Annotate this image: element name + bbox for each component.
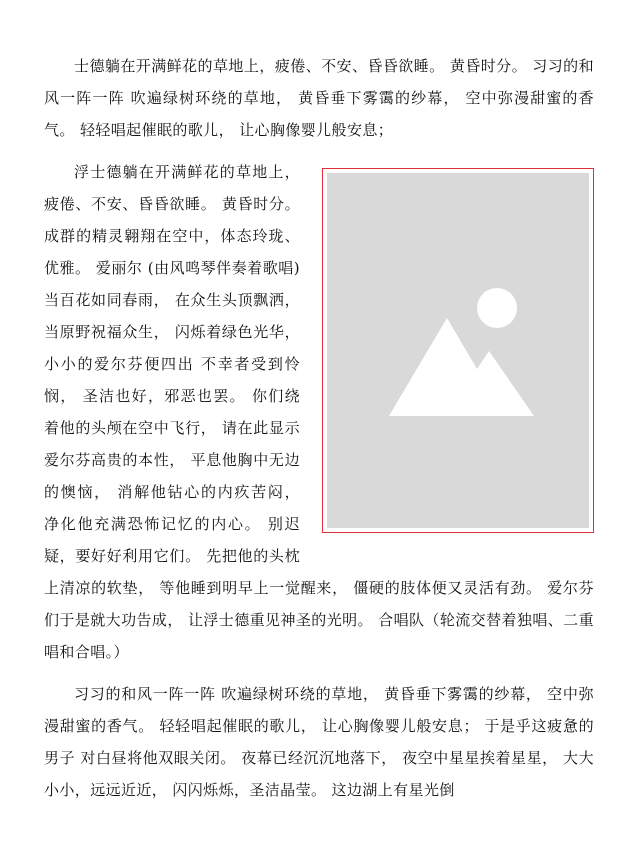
- image-placeholder-icon: [327, 173, 589, 528]
- image-placeholder: [327, 173, 589, 528]
- figure-frame: [322, 168, 594, 533]
- paragraph-1: 士德躺在开满鲜花的草地上，疲倦、不安、昏昏欲睡。 黄昏时分。 习习的和风一阵一阵 吹遍绿树环绕的草地， 黄昏垂下雾霭的纱幕， 空中弥漫甜蜜的香气。 轻轻唱起催眠的歌儿， 让心胸像婴儿般安息；: [44, 57, 594, 139]
- paragraph-3: 习习的和风一阵一阵 吹遍绿树环绕的草地， 黄昏垂下雾霭的纱幕， 空中弥漫甜蜜的香气。 轻轻唱起催眠的歌儿， 让心胸像婴儿般安息； 于是乎这疲惫的男子 对白昼将他双眼关闭。 夜幕已经沉沉地落下， 夜空中星星挨着星星， 大大小小，远远近近， 闪闪烁烁，圣洁晶莹。 这边湖上有星光倒: [44, 685, 594, 799]
- paragraph-2: 浮士德躺在开满鲜花的草地上，疲倦、不安、昏昏欲睡。 黄昏时分。 成群的精灵翱翔在空中，体态玲珑、优雅。 爱丽尔 (由风鸣琴伴奏着歌唱) 当百花如同春雨， 在众生头顶飘洒， 当原野祝福众生， 闪烁着绿色光华， 小小的爱尔芬便四出 不幸者受到怜悯， 圣洁也好，邪恶也罢。 你们绕着他的头颅在空中飞行， 请在此显示爱尔芬高贵的本性， 平息他胸中无边的懊恼， 消解他钻心的内疚苦闷， 净化他充满恐怖记忆的内心。 别迟疑，要好好利用它们。 先把他的头枕上清凉的软垫， 等他睡到明早上一觉醒来， 僵硬的肢体便又灵活有劲。 爱尔芬们于是就大功告成， 让浮士德重见神圣的光明。 合唱队（轮流交替着独唱、二重唱和合唱。）: [44, 163, 594, 661]
- document-page: [44, 50, 594, 806]
- sun-icon: [477, 288, 517, 328]
